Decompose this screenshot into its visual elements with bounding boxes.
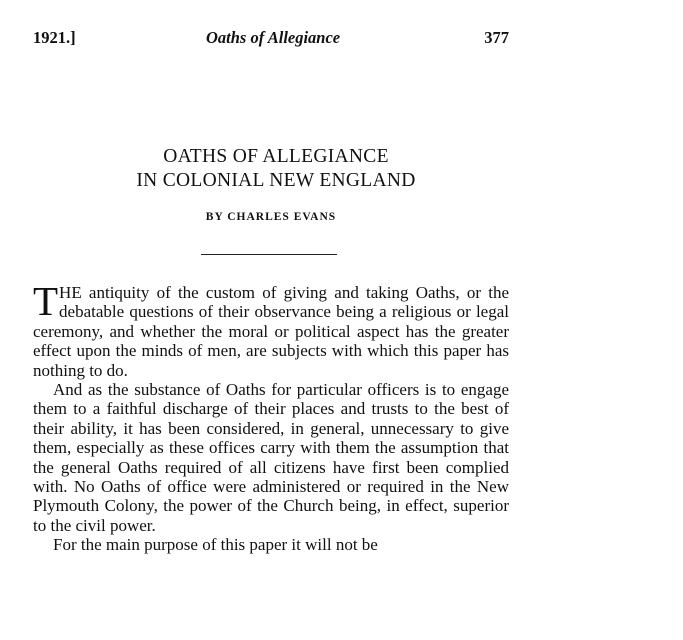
paragraph-1-text: HE antiquity of the custom of giving and taking Oaths, or the debatable questions of their observance being a religious or legal ceremony, and whether the moral or political aspect has the greater effect upon the minds of men, are subjects with which this paper has nothing to do. bbox=[33, 283, 509, 380]
running-head bbox=[33, 28, 509, 50]
running-head-year: 1921.] bbox=[33, 28, 76, 47]
drop-cap: T bbox=[33, 278, 59, 324]
article-title-line-2: IN COLONIAL NEW ENGLAND bbox=[136, 170, 416, 191]
section-divider bbox=[201, 254, 337, 255]
article-title-line-1: OATHS OF ALLEGIANCE bbox=[163, 146, 389, 167]
paragraph-3: For the main purpose of this paper it will not be bbox=[53, 535, 378, 555]
paragraph-1 bbox=[33, 278, 509, 380]
article-title bbox=[33, 145, 509, 193]
page-number: 377 bbox=[484, 28, 509, 47]
byline: BY CHARLES EVANS bbox=[205, 211, 337, 223]
running-head-title: Oaths of Allegiance bbox=[206, 28, 341, 47]
paragraph-2: And as the substance of Oaths for particular officers is to engage them to a faithful discharge of their places and trusts to the best of their ability, it has been considered, in general, unnecessary to give them, especially as these offices carry with them the assumption that the general Oaths required of all citizens have first been complied with. No Oaths of office were administered or required in the New Plymouth Colony, the power of the Church being, in effect, superior to the civil power. bbox=[33, 380, 509, 535]
article-body bbox=[33, 278, 509, 555]
